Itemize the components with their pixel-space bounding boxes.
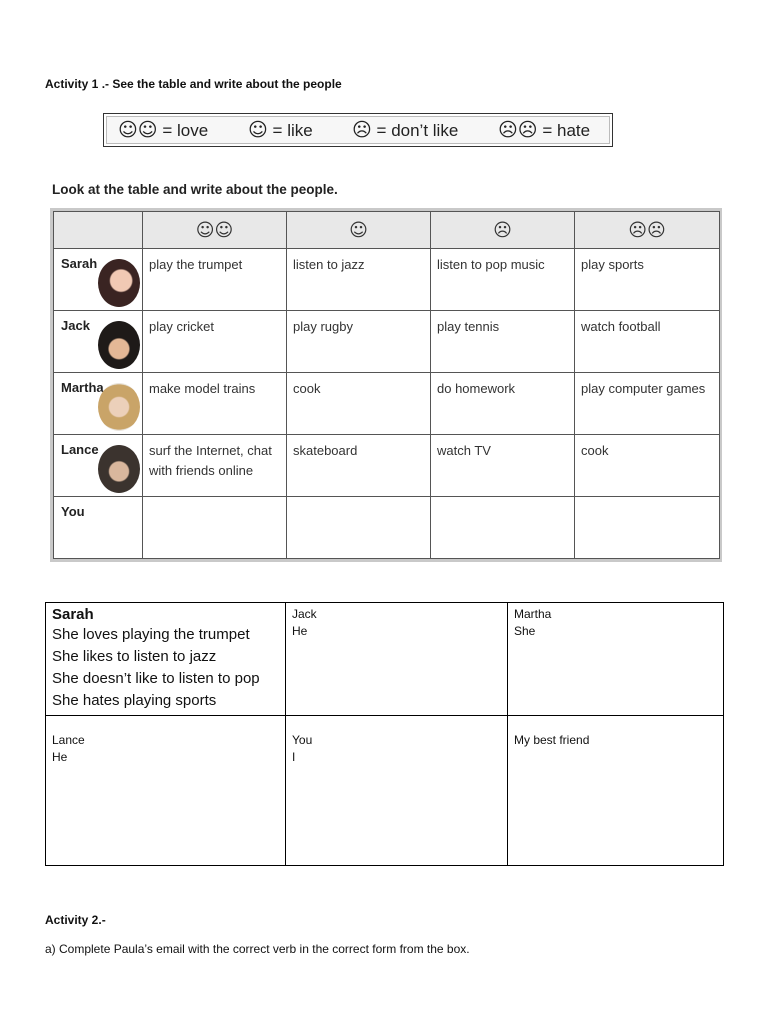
header-blank [54, 212, 143, 249]
row-name-cell: Martha [54, 373, 143, 435]
sarah-line: She hates playing sports [52, 692, 217, 709]
you-writing-cell[interactable] [286, 716, 508, 866]
table-row [54, 373, 720, 435]
table-row [54, 497, 720, 559]
legend-like: ☺ = like [248, 119, 313, 141]
frown-icon: ☹ [352, 119, 372, 141]
header-dislike-icon: ☹ [431, 212, 575, 249]
row-name-cell: You [54, 497, 143, 559]
hate-cell: cook [575, 435, 720, 497]
martha-title: Martha [514, 607, 552, 621]
activity2-heading: Activity 2.- [45, 913, 106, 927]
martha-starter: She [514, 624, 536, 638]
love-cell: surf the Internet, chat with friends online [143, 435, 287, 497]
avatar [98, 445, 140, 493]
table-row [54, 435, 720, 497]
sarah-line: She loves playing the trumpet [52, 626, 250, 643]
lance-title: Lance [52, 733, 85, 747]
like-cell: listen to jazz [287, 249, 431, 311]
like-cell[interactable] [287, 497, 431, 559]
table-row [54, 249, 720, 311]
preferences-table-frame [50, 208, 722, 562]
dislike-cell: play tennis [431, 311, 575, 373]
legend-love: ☺☺ = love [118, 119, 209, 141]
writing-table [45, 602, 724, 866]
double-smiley-icon: ☺☺ [118, 119, 158, 141]
dislike-cell: do homework [431, 373, 575, 435]
preferences-table [53, 211, 720, 559]
lance-starter: He [52, 750, 68, 764]
writing-row [46, 716, 724, 866]
writing-row [46, 603, 724, 716]
jack-starter: He [292, 624, 308, 638]
row-name-cell: Jack [54, 311, 143, 373]
like-cell: play rugby [287, 311, 431, 373]
sarah-line: She likes to listen to jazz [52, 648, 217, 665]
dislike-cell[interactable] [431, 497, 575, 559]
table-instruction: Look at the table and write about the people. [52, 182, 338, 197]
activity2-instruction: a) Complete Paula’s email with the correct verb in the correct form from the box. [45, 942, 470, 956]
header-hate-icon: ☹☹ [575, 212, 720, 249]
hate-cell: play computer games [575, 373, 720, 435]
love-cell[interactable] [143, 497, 287, 559]
hate-cell[interactable] [575, 497, 720, 559]
jack-title: Jack [292, 607, 317, 621]
sarah-title: Sarah [52, 606, 94, 623]
dislike-cell: watch TV [431, 435, 575, 497]
dislike-cell: listen to pop music [431, 249, 575, 311]
like-cell: skateboard [287, 435, 431, 497]
activity1-heading: Activity 1 .- See the table and write about the people [45, 77, 342, 91]
sarah-line: She doesn’t like to listen to pop [52, 670, 260, 687]
header-love-icon: ☺☺ [143, 212, 287, 249]
avatar [98, 383, 140, 431]
jack-writing-cell[interactable] [286, 603, 508, 716]
row-name-cell: Lance [54, 435, 143, 497]
martha-writing-cell[interactable] [508, 603, 724, 716]
you-starter: I [292, 750, 296, 764]
love-cell: play cricket [143, 311, 287, 373]
love-cell: play the trumpet [143, 249, 287, 311]
lance-writing-cell[interactable] [46, 716, 286, 866]
legend-dont-like: ☹ = don’t like [352, 119, 459, 141]
avatar [98, 259, 140, 307]
avatar [98, 321, 140, 369]
hate-cell: watch football [575, 311, 720, 373]
love-cell: make model trains [143, 373, 287, 435]
smiley-icon: ☺ [248, 119, 268, 141]
best-friend-title: My best friend [514, 733, 590, 747]
hate-cell: play sports [575, 249, 720, 311]
header-like-icon: ☺ [287, 212, 431, 249]
legend-hate: ☹☹ = hate [498, 119, 591, 141]
double-frown-icon: ☹☹ [498, 119, 538, 141]
table-row [54, 311, 720, 373]
table-header-row [54, 212, 720, 249]
emotion-legend [103, 113, 613, 147]
row-name-cell: Sarah [54, 249, 143, 311]
sarah-writing-cell [46, 603, 286, 716]
like-cell: cook [287, 373, 431, 435]
best-friend-writing-cell[interactable] [508, 716, 724, 866]
you-title: You [292, 733, 313, 747]
